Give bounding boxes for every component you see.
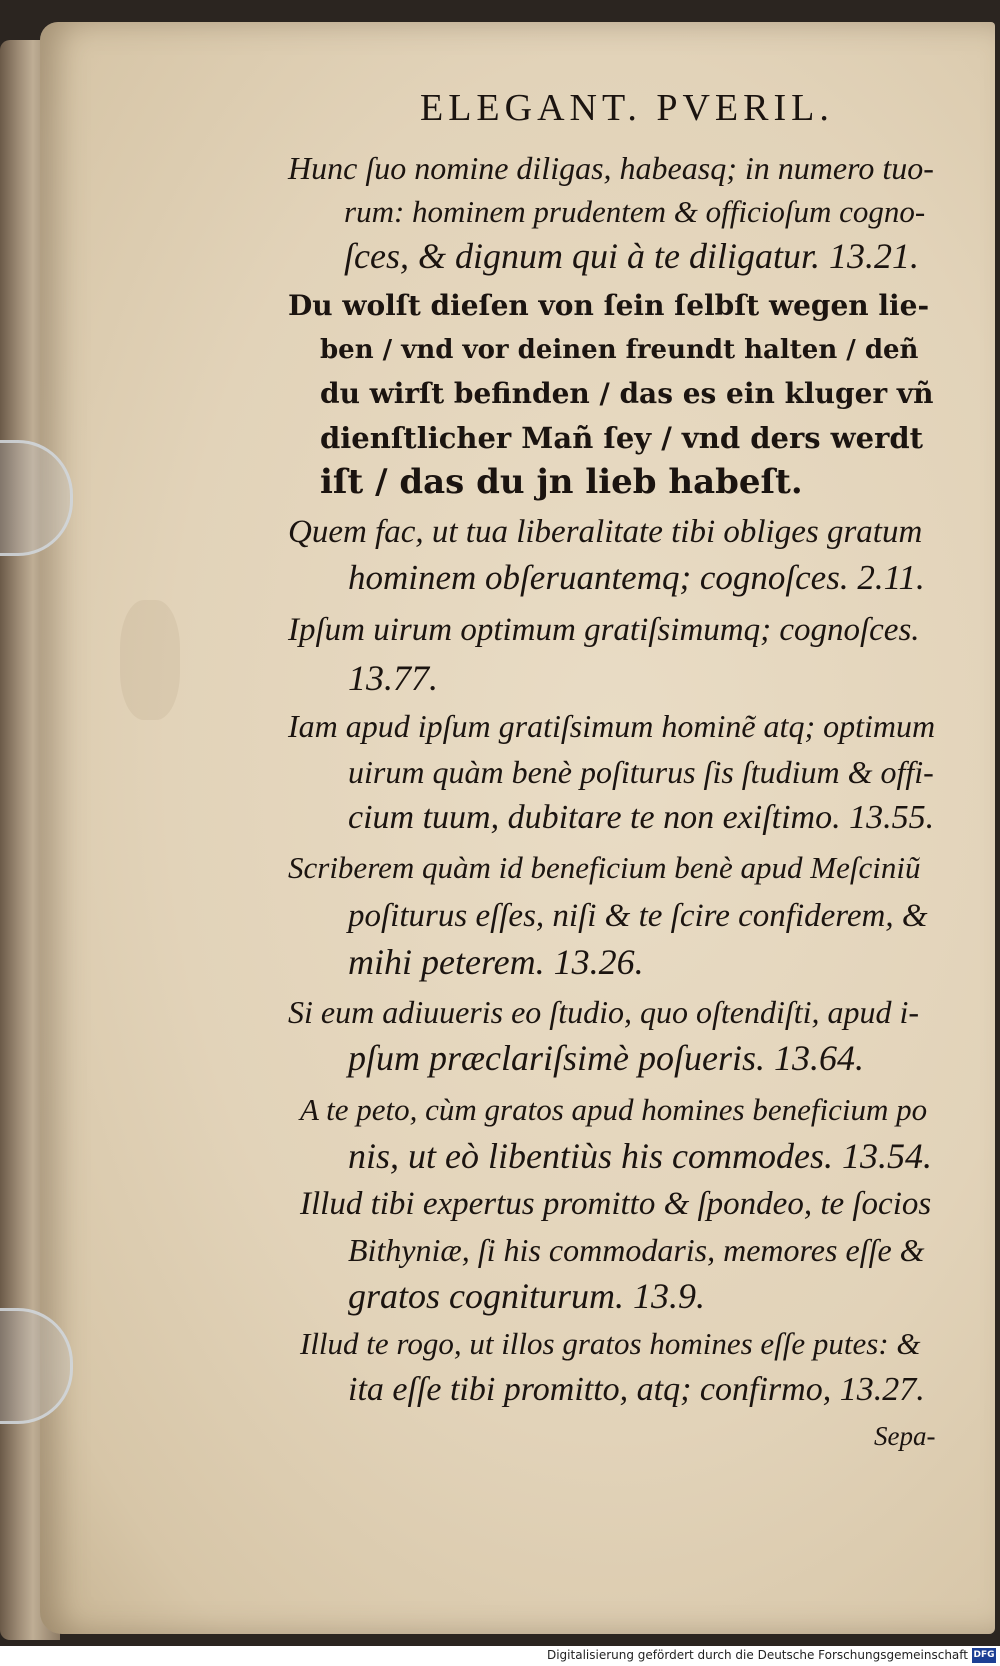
footer-bar xyxy=(0,1646,1000,1666)
text-line: du wirſt befinden / das es ein kluger vñ xyxy=(320,377,934,410)
text-line: Scriberem quàm id beneficium benè apud Meſciniũ xyxy=(288,850,921,885)
text-line: Du wolſt dieſen von ſein ſelbſt wegen lie- xyxy=(288,289,930,322)
text-line: poſiturus eſſes, niſi & te ſcire confiderem, & xyxy=(348,898,928,934)
running-header: ELEGANT. PVERIL. xyxy=(420,87,834,129)
text-line: 13.77. xyxy=(348,658,438,698)
text-line: rum: hominem prudentem & officioſum cogno- xyxy=(344,194,926,229)
text-line: iſt / das du jn lieb habeſt. xyxy=(320,462,803,502)
text-line: dienſtlicher Mañ ſey / vnd ders werdt xyxy=(320,421,924,455)
dfg-logo: DFG xyxy=(972,1648,996,1663)
text-line: Illud tibi expertus promitto & ſpondeo, te ſocios xyxy=(300,1186,932,1222)
text-line: A te peto, cùm gratos apud homines beneficium po xyxy=(300,1092,928,1127)
text-line: mihi peterem. 13.26. xyxy=(348,942,644,982)
text-line: Quem fac, ut tua liberalitate tibi obliges gratum xyxy=(288,514,923,550)
text-line: Ipſum uirum optimum gratiſsimumq; cognoſces. xyxy=(288,612,920,648)
text-line: ben / vnd vor deinen freundt halten / deñ xyxy=(320,335,919,365)
catchword: Sepa- xyxy=(874,1421,936,1451)
text-line: ſces, & dignum qui à te diligatur. 13.21. xyxy=(344,236,919,276)
text-line: cium tuum, dubitare te non exiſtimo. 13.55. xyxy=(348,799,935,836)
text-line: Illud te rogo, ut illos gratos homines eſſe putes: & xyxy=(300,1326,921,1361)
text-line: uirum quàm benè poſiturus ſis ſtudium & offi- xyxy=(348,754,934,790)
text-line: ita eſſe tibi promitto, atq; confirmo, 13.27. xyxy=(348,1371,925,1408)
text-line: Hunc ſuo nomine diligas, habeasq; in numero tuo- xyxy=(288,150,934,186)
text-line: gratos cogniturum. 13.9. xyxy=(348,1276,706,1316)
text-line: nis, ut eò libentiùs his commodes. 13.54. xyxy=(348,1136,932,1176)
text-line: Bithyniæ, ſi his commodaris, memores eſſe & xyxy=(348,1232,925,1268)
text-line: Iam apud ipſum gratiſsimum hominẽ atq; optimum xyxy=(288,708,936,744)
text-line: pſum præclariſsimè poſueris. 13.64. xyxy=(348,1038,865,1078)
text-line: hominem obſeruantemq; cognoſces. 2.11. xyxy=(348,558,925,597)
funding-note: Digitalisierung gefördert durch die Deutsche Forschungsgemeinschaft xyxy=(546,1648,968,1662)
text-line: Si eum adiuueris eo ſtudio, quo oſtendiſti, apud i- xyxy=(288,994,920,1030)
